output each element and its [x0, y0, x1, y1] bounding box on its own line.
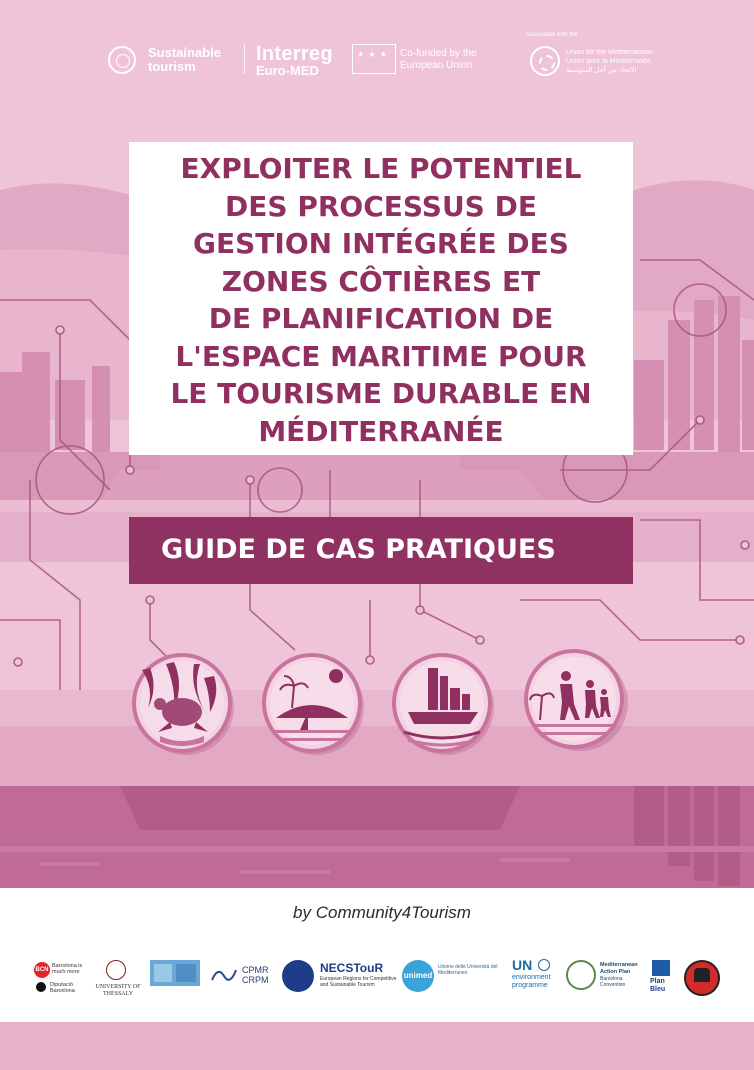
interreg-logo — [256, 44, 333, 78]
subtitle-text: GUIDE DE CAS PRATIQUES — [161, 534, 556, 565]
euro-med-text: Euro-MED — [256, 63, 319, 78]
ufm-line-ar: الاتحاد من أجل المتوسط — [566, 67, 637, 74]
sustainable-tourism-logo — [108, 46, 248, 80]
title-line: LE TOURISME DURABLE EN — [170, 377, 592, 410]
necstour-globe-icon — [282, 960, 314, 992]
title-line: DES PROCESSUS DE — [225, 189, 537, 223]
plan-bleu-icon — [652, 960, 670, 976]
un-globe-icon — [538, 959, 550, 971]
sustainable-tourism-text: Sustainable tourism — [148, 45, 221, 74]
thessaly-logo — [88, 958, 148, 1000]
sea-turtle-seaweed-icon — [134, 655, 230, 751]
title-box — [129, 142, 633, 455]
map-tile — [154, 964, 172, 982]
ufm-line-en: Union for the Mediterranean — [566, 49, 654, 56]
eu-flag-icon — [352, 44, 396, 74]
seal-icon — [108, 46, 136, 74]
subtitle-banner — [129, 517, 633, 584]
bcn-badge: BCN — [34, 962, 50, 978]
barcelona-text: Barcelona is much more — [52, 963, 83, 975]
unimed-badge: unimed — [402, 960, 434, 992]
cpmr-text: CPMR — [242, 965, 269, 975]
map-subtitle: Barcelona Convention — [600, 976, 626, 988]
bottom-strip — [0, 1022, 754, 1070]
map-barcelona-logo — [566, 958, 648, 994]
diputacio-icon — [36, 982, 46, 992]
plan-bleu-logo — [650, 958, 674, 998]
ufm-line-fr: Union pour la Méditerranée — [566, 58, 651, 65]
logo-divider — [244, 44, 245, 74]
environment-text: environment — [512, 974, 551, 981]
ufm-name — [566, 48, 676, 75]
title-line: EXPLOITER LE POTENTIEL — [180, 152, 582, 185]
red-partner-logo — [684, 960, 720, 996]
un-text: UN — [512, 957, 533, 973]
necstour-text: NECSTouR — [320, 961, 384, 975]
ufm-emblem-icon — [530, 46, 560, 76]
map-partner-logo — [150, 960, 200, 986]
interreg-text: Interreg — [256, 43, 333, 65]
hikers-palms-icon — [526, 651, 622, 747]
unimed-subtitle: Unione delle Università del Mediterraneo — [438, 964, 498, 976]
map-title: Mediterranean Action Plan — [600, 962, 638, 975]
city-ship-icon — [394, 655, 490, 751]
document-title — [139, 150, 623, 450]
red-logo-figure-icon — [694, 968, 710, 982]
crpm-text: CRPM — [242, 975, 269, 985]
palm-island-sailboat-icon — [264, 655, 360, 751]
title-line: ZONES CÔTIÈRES ET — [221, 264, 541, 298]
plan-bleu-text: Plan Bleu — [650, 978, 666, 993]
partner-logos — [0, 948, 754, 1008]
cofunded-text: Co-funded by the European Union — [400, 48, 477, 71]
diputacio-text: Diputació Barcelona — [50, 982, 75, 994]
title-line: MÉDITERRANÉE — [258, 414, 504, 448]
necstour-subtitle: European Regions for Competitive and Sustainable Tourism — [320, 976, 397, 988]
title-line: DE PLANIFICATION DE — [208, 302, 554, 335]
barcelona-logo — [32, 960, 92, 1000]
unep-logo — [512, 958, 562, 998]
cpmr-logo — [208, 960, 278, 992]
map-tile — [176, 964, 196, 982]
laurel-emblem-icon — [566, 960, 596, 990]
title-line: L'ESPACE MARITIME POUR — [175, 339, 587, 373]
programme-text: programme — [512, 982, 548, 989]
necstour-logo — [280, 958, 400, 994]
footer — [0, 888, 754, 1022]
ufm-logo — [526, 32, 676, 80]
header-logos — [0, 32, 754, 86]
unimed-logo — [402, 958, 506, 994]
thessaly-emblem-icon — [106, 960, 126, 980]
thessaly-text: UNIVERSITY OF THESSALY — [95, 984, 141, 997]
byline: by Community4Tourism — [293, 903, 471, 922]
cpmr-wave-icon — [208, 960, 238, 990]
associated-text: Associated with the — [526, 32, 578, 38]
title-line: GESTION INTÉGRÉE DES — [193, 227, 569, 260]
